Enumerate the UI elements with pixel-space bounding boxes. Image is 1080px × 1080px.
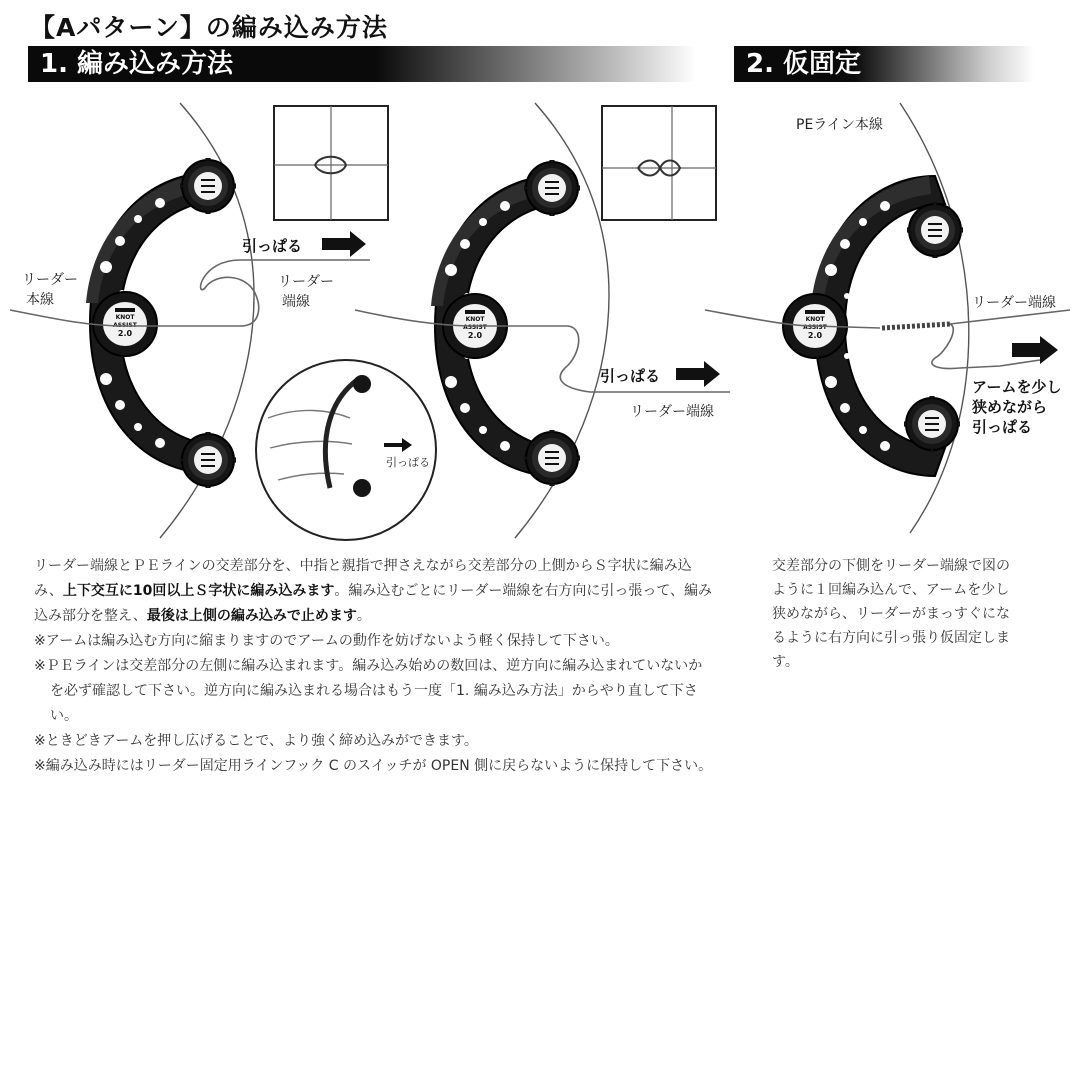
knot-brand-3c: 2.0 [807, 331, 823, 340]
section-2-text: 交差部分の下側をリーダー端線で図のように１回編み込んで、アームを少し狭めながら、リーダーがまっすぐになるように右方向に引っ張り仮固定します。 [772, 558, 1010, 670]
arm-narrow-label-3: 引っぱる [972, 418, 1033, 436]
inset-crossing-2 [602, 106, 716, 220]
knot-brand-3b: 2.0 [467, 331, 483, 340]
note-2: ※ＰＥラインは交差部分の左側に編み込まれます。編み込み始めの数回は、逆方向に編み込まれていないかを必ず確認して下さい。逆方向に編み込まれる場合はもう一度「1. 編み込み方法」からやり直して下さい。 [34, 658, 703, 724]
arrow-right-icon [322, 231, 366, 257]
end-line-label: 端線 [282, 294, 310, 310]
leader-end-label: リーダー [278, 274, 334, 290]
main-line-label: 本線 [26, 292, 54, 308]
pull-label-inset: 引っぱる [386, 456, 430, 469]
section-2-description [772, 554, 1022, 674]
arm-narrow-label-1: アームを少し [972, 378, 1062, 396]
pe-main-line-label: PEライン本線 [796, 117, 883, 133]
arm-narrow-label-2: 狭めながら [972, 398, 1048, 416]
knot-brand-1c: KNOT [805, 316, 825, 323]
arrow-right-2-icon [676, 361, 720, 387]
section-1-description [34, 554, 716, 779]
knot-brand-2c: ASSIST [803, 324, 827, 331]
figure-3 [705, 103, 1070, 533]
knot-brand-3: 2.0 [117, 329, 133, 338]
arrow-right-3-icon [1012, 336, 1058, 364]
illustration-area [0, 88, 1080, 548]
knot-brand-1b: KNOT [465, 316, 485, 323]
figure-1 [10, 103, 436, 540]
instruction-paragraph: リーダー端線とＰＥラインの交差部分を、中指と親指で押さえながら交差部分の上側からＳ字状に編み込み、上下交互に10回以上Ｓ字状に編み込みます。編み込むごとにリーダー端線を右方向に引っ張って、編み込み部分を整え、最後は上側の編み込みで止めます。 [34, 558, 713, 624]
knot-brand-2: ASSIST [113, 322, 137, 329]
page-title: 【Aパターン】の編み込み方法 [30, 13, 388, 42]
section-2-header: 2. 仮固定 [734, 46, 1034, 82]
line-hook-top-3-icon [907, 202, 963, 258]
pull-label-1: 引っぱる [242, 237, 303, 255]
leader-label: リーダー [22, 272, 78, 288]
line-hook-bottom-2-icon [524, 430, 580, 486]
section-1-header: 1. 編み込み方法 [28, 46, 696, 82]
note-1: ※アームは編み込む方向に縮まりますのでアームの動作を妨げないよう軽く保持して下さい。 [34, 633, 619, 649]
note-3: ※ときどきアームを押し広げることで、より強く締め込みができます。 [34, 733, 478, 749]
knot-brand-2b: ASSIST [463, 324, 487, 331]
knot-brand-1: KNOT [115, 314, 135, 321]
note-4: ※編み込み時にはリーダー固定用ラインフック C のスイッチが OPEN 側に戻らないように保持して下さい。 [34, 758, 713, 774]
pull-label-2: 引っぱる [600, 367, 661, 385]
leader-end-line-label-3: リーダー端線 [972, 295, 1056, 311]
leader-end-line-label: リーダー端線 [630, 404, 714, 420]
